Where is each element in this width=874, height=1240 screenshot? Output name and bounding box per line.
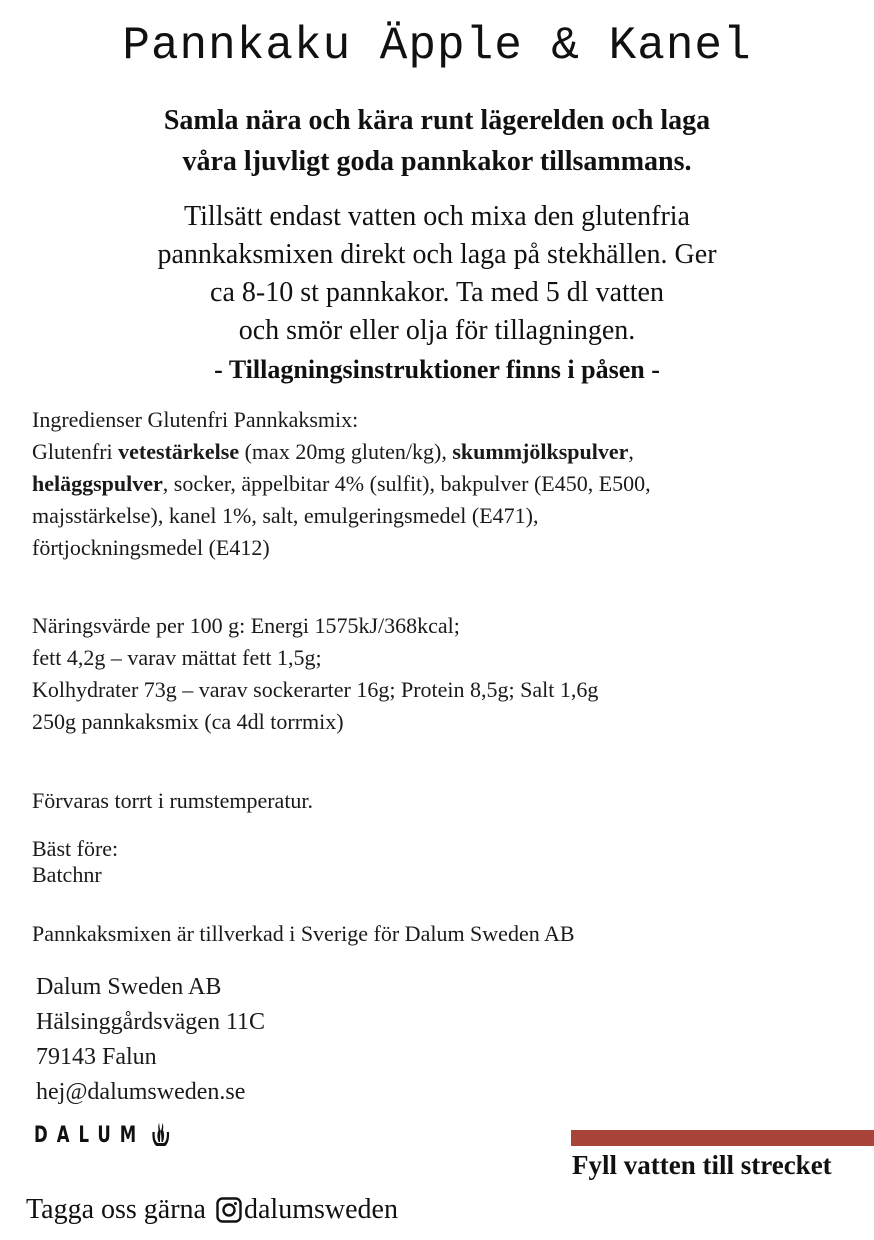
ingredients-line <box>32 436 651 468</box>
ingredients-line: förtjockningsmedel (E412) <box>32 535 270 560</box>
allergen: skummjölkspulver <box>452 439 629 464</box>
storage-text: Förvaras torrt i rumstemperatur. <box>32 788 314 813</box>
nutrition-line: fett 4,2g – varav mättat fett 1,5g; <box>32 645 322 670</box>
ingredients-line <box>32 468 651 500</box>
ingredients-line: majsstärkelse), kanel 1%, salt, emulgeringsmedel (E471), <box>32 503 539 528</box>
address-block <box>36 970 265 1110</box>
street-address: Hälsinggårdsvägen 11C <box>36 1009 266 1035</box>
ingredient-text: , <box>628 439 634 464</box>
ingredient-text: Glutenfri <box>32 439 119 464</box>
nutrition-line: 250g pannkaksmix (ca 4dl torrmix) <box>32 709 344 734</box>
fill-line-bar <box>571 1130 874 1146</box>
social-tag <box>26 1194 398 1226</box>
nutrition-line: Kolhydrater 73g – varav sockerarter 16g; Protein 8,5g; Salt 1,6g <box>32 677 599 702</box>
batch-label: Batchnr <box>32 862 102 887</box>
allergen: heläggspulver <box>32 471 163 496</box>
lead-line: Samla nära och kära runt lägerelden och laga <box>163 105 711 136</box>
instruction-line: och smör eller olja för tillagningen. <box>238 315 636 346</box>
lead-line: våra ljuvligt goda pannkakor tillsammans. <box>182 146 692 177</box>
instruction-line: ca 8-10 st pannkakor. Ta med 5 dl vatten <box>210 277 664 308</box>
logo-text: DALUM <box>34 1122 146 1148</box>
ingredients-heading: Ingredienser Glutenfri Pannkaksmix: <box>32 407 359 432</box>
company-name: Dalum Sweden AB <box>36 974 222 1000</box>
product-title: Pannkaku Äpple & Kanel <box>122 20 752 72</box>
best-before-block <box>32 836 118 888</box>
instructions-note: - Tillagningsinstruktioner finns i påsen - <box>214 355 660 384</box>
instruction-line: Tillsätt endast vatten och mixa den glutenfria <box>184 201 690 232</box>
best-before-label: Bäst före: <box>32 836 119 861</box>
nutrition-block <box>32 610 598 738</box>
email-address: hej@dalumsweden.se <box>36 1079 246 1105</box>
allergen: vetestärkelse <box>118 439 240 464</box>
instructions <box>0 198 874 350</box>
nutrition-line: Näringsvärde per 100 g: Energi 1575kJ/368kcal; <box>32 613 460 638</box>
flame-icon <box>150 1122 173 1148</box>
ingredient-text: (max 20mg gluten/kg), <box>239 439 453 464</box>
ingredients-block <box>32 404 651 564</box>
ingredient-text: , socker, äppelbitar 4% (sulfit), bakpulver (E450, E500, <box>162 471 651 496</box>
dalum-logo <box>34 1122 172 1148</box>
postal-city: 79143 Falun <box>36 1044 157 1070</box>
fill-line-label: Fyll vatten till strecket <box>572 1150 832 1180</box>
social-handle[interactable]: dalumsweden <box>243 1194 398 1225</box>
made-in-text: Pannkaksmixen är tillverkad i Sverige för Dalum Sweden AB <box>32 921 575 946</box>
social-prefix: Tagga oss gärna <box>26 1194 206 1225</box>
instagram-icon <box>216 1197 242 1223</box>
lead-text <box>0 100 874 182</box>
instruction-line: pannkaksmixen direkt och laga på stekhällen. Ger <box>157 239 717 270</box>
